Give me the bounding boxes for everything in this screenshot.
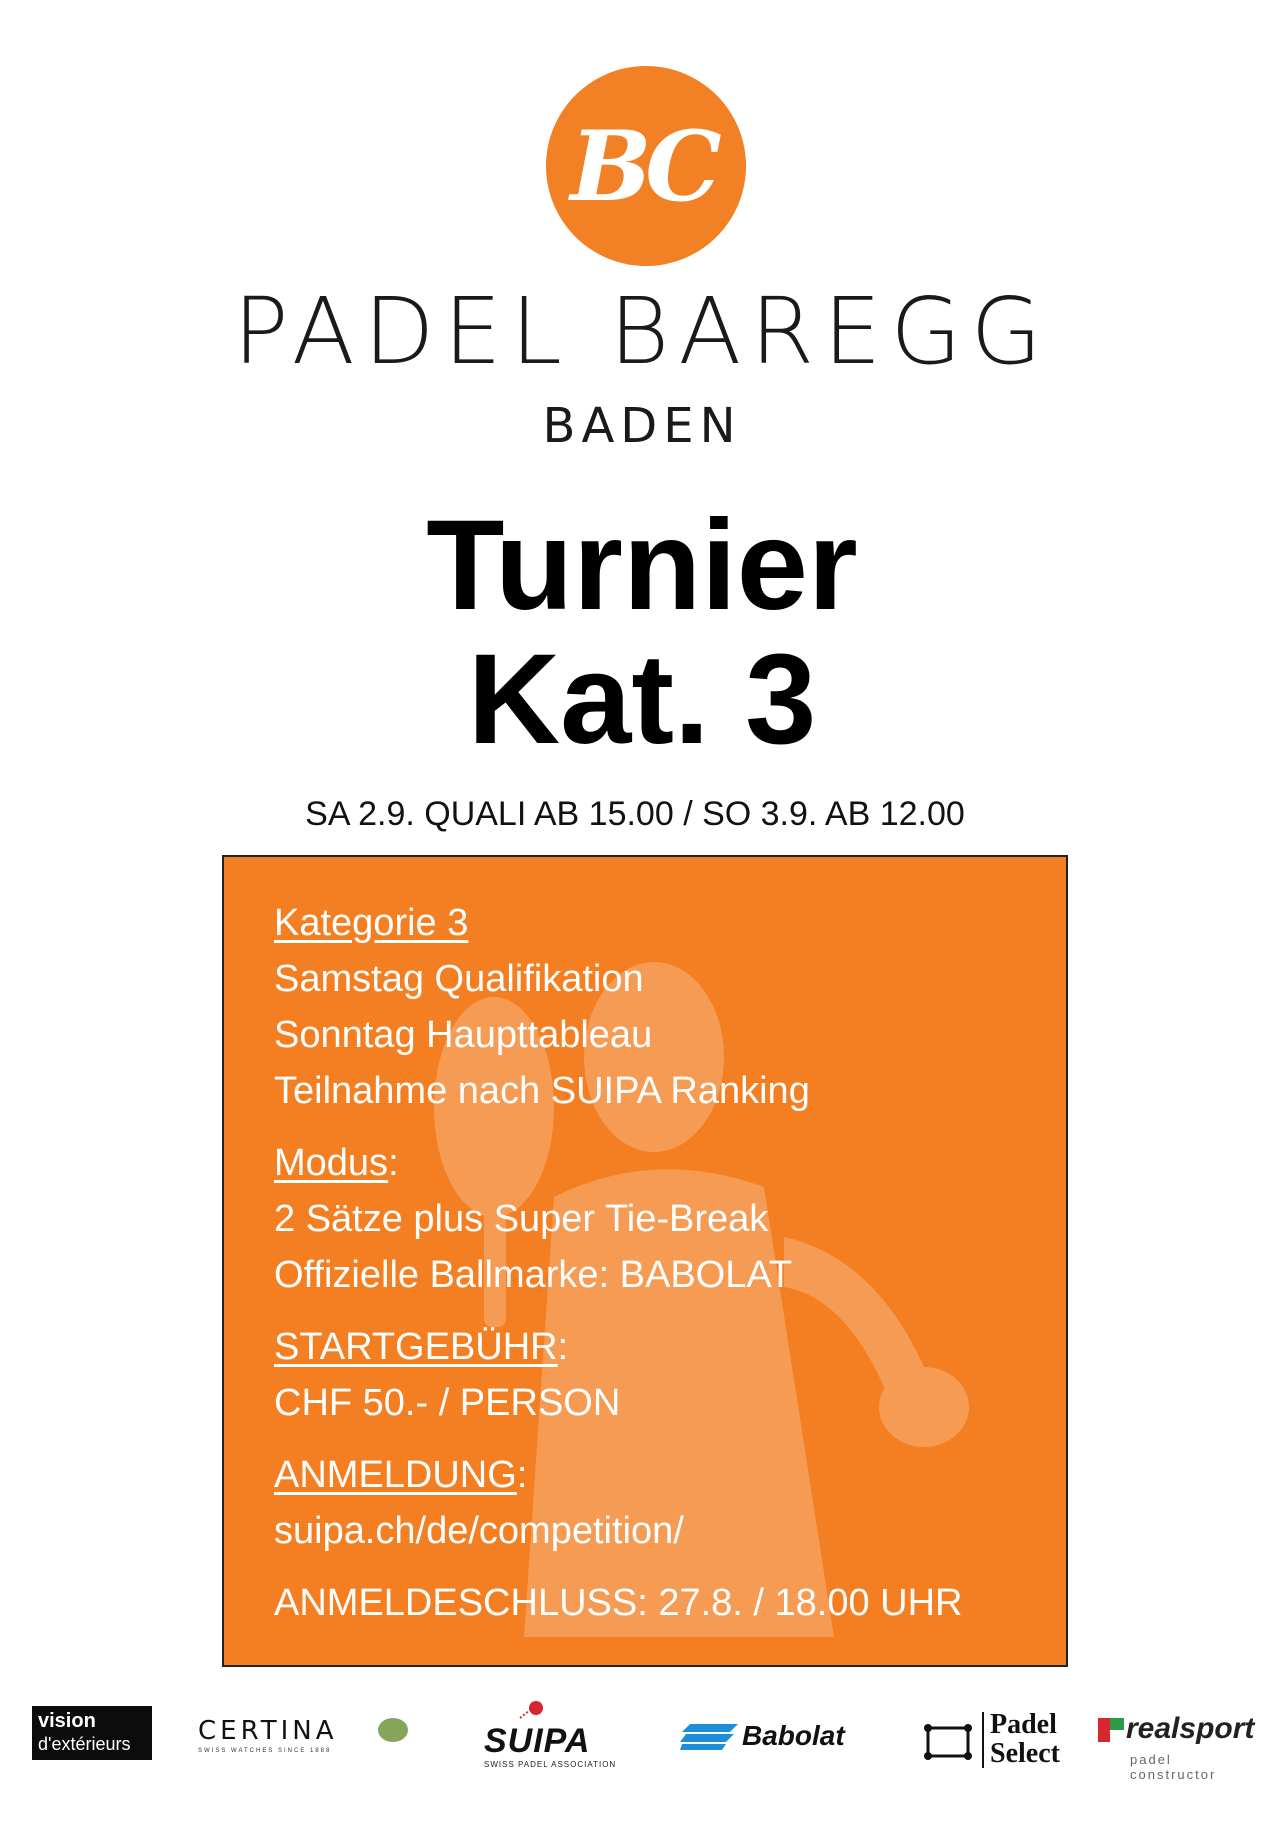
logo-monogram: BC bbox=[570, 109, 714, 223]
heading-colon: : bbox=[557, 1326, 569, 1368]
heading-colon: : bbox=[516, 1454, 528, 1496]
modus-line: 2 Sätze plus Super Tie-Break bbox=[274, 1198, 769, 1240]
category-heading: Kategorie 3 bbox=[274, 902, 469, 944]
registration-section bbox=[274, 1447, 1056, 1559]
sponsor-vision-logo bbox=[32, 1706, 152, 1760]
sponsor-realsport-logo bbox=[1098, 1712, 1258, 1782]
sponsor-vision-subname: d'extérieurs bbox=[38, 1734, 131, 1754]
sponsor-padel-select-line1: Padel bbox=[990, 1709, 1057, 1740]
event-dates: SA 2.9. QUALI AB 15.00 / SO 3.9. AB 12.00 bbox=[305, 795, 965, 833]
info-content bbox=[274, 895, 1056, 1631]
babolat-stripes-icon bbox=[680, 1724, 738, 1750]
turtle-icon bbox=[378, 1718, 408, 1742]
sponsor-babolat-logo bbox=[680, 1718, 892, 1758]
fee-heading: STARTGEBÜHR bbox=[274, 1326, 558, 1368]
heading-colon: : bbox=[388, 1142, 399, 1184]
sponsor-bar bbox=[0, 1700, 1284, 1810]
sponsor-realsport-name: realsport bbox=[1126, 1712, 1255, 1745]
category-line: Samstag Qualifikation bbox=[274, 958, 644, 1000]
event-title-line2: Kat. 3 bbox=[467, 628, 817, 771]
club-name: PADEL BAREGG bbox=[233, 278, 1051, 385]
sponsor-padel-select-logo bbox=[922, 1709, 1070, 1769]
sponsor-certina-name: CERTINA bbox=[198, 1716, 338, 1746]
club-logo bbox=[546, 66, 746, 266]
padel-ball-icon bbox=[518, 1700, 548, 1722]
category-line: Teilnahme nach SUIPA Ranking bbox=[274, 1070, 810, 1112]
sponsor-certina-tagline: SWISS WATCHES SINCE 1888 bbox=[198, 1748, 332, 1754]
sponsor-babolat-name: Babolat bbox=[742, 1720, 845, 1751]
sponsor-suipa-logo bbox=[470, 1700, 630, 1770]
info-box bbox=[222, 855, 1068, 1667]
court-frame-icon bbox=[922, 1722, 974, 1762]
realsport-mark-icon bbox=[1098, 1718, 1124, 1742]
modus-heading: Modus bbox=[274, 1142, 389, 1184]
sponsor-realsport-tagline: padel constructor bbox=[1130, 1752, 1217, 1782]
category-line: Sonntag Haupttableau bbox=[274, 1014, 653, 1056]
registration-heading: ANMELDUNG bbox=[274, 1454, 517, 1496]
sponsor-certina-logo bbox=[198, 1716, 408, 1756]
fee-section bbox=[274, 1319, 1056, 1431]
category-section bbox=[274, 895, 1056, 1119]
sponsor-suipa-name: SUIPA bbox=[484, 1722, 591, 1760]
registration-link[interactable]: suipa.ch/de/competition/ bbox=[274, 1510, 684, 1552]
sponsor-vision-name: vision bbox=[38, 1710, 96, 1732]
event-title-line1: Turnier bbox=[426, 494, 858, 637]
registration-deadline: ANMELDESCHLUSS: 27.8. / 18.00 UHR bbox=[274, 1582, 963, 1624]
modus-line: Offizielle Ballmarke: BABOLAT bbox=[274, 1254, 793, 1296]
sponsor-suipa-tagline: SWISS PADEL ASSOCIATION bbox=[484, 1760, 617, 1769]
fee-value: CHF 50.- / PERSON bbox=[274, 1382, 621, 1424]
modus-section bbox=[274, 1135, 1056, 1303]
club-location: BADEN bbox=[542, 398, 742, 454]
sponsor-padel-select-line2: Select bbox=[990, 1738, 1060, 1769]
